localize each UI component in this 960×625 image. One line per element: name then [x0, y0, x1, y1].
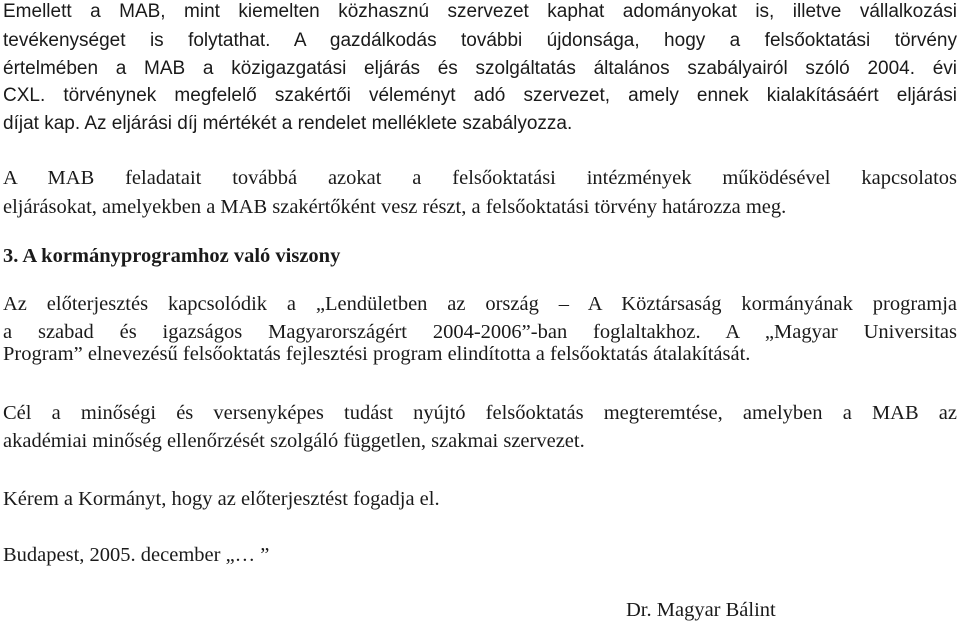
paragraph-2-line-1: A MAB feladatait továbbá azokat a felsőoktatási intézmények működésével kapcsolatos — [3, 167, 957, 189]
paragraph-3-line-2: a szabad és igazságos Magyarországért 2004-2006”-ban foglaltakhoz. A „Magyar Universitas — [3, 321, 957, 343]
paragraph-1-line-4: CXL. törvénynek megfelelő szakértői véleményt adó szervezet, amely ennek kialakításáért eljárási — [3, 85, 957, 106]
paragraph-1-line-5: díjat kap. Az eljárási díj mértékét a rendelet melléklete szabályozza. — [3, 113, 573, 134]
section-heading: 3. A kormányprogramhoz való viszony — [3, 245, 341, 267]
paragraph-1-line-1: Emellett a MAB, mint kiemelten közhasznú szervezet kaphat adományokat is, illetve vállalkozási — [3, 1, 957, 22]
paragraph-1-line-3: értelmében a MAB a közigazgatási eljárás és szolgáltatás általános szabályairól szóló 2004. évi — [3, 58, 957, 79]
closing-request: Kérem a Kormányt, hogy az előterjesztést fogadja el. — [3, 488, 440, 510]
place-and-date: Budapest, 2005. december „… ” — [3, 544, 270, 566]
paragraph-4-line-1: Cél a minőségi és versenyképes tudást nyújtó felsőoktatás megteremtése, amelyben a MAB az — [3, 402, 957, 424]
paragraph-4-line-2: akadémiai minőség ellenőrzését szolgáló független, szakmai szervezet. — [3, 430, 585, 452]
paragraph-1-line-2: tevékenységet is folytathat. A gazdálkodás további újdonsága, hogy a felsőoktatási törvény — [3, 30, 957, 51]
paragraph-2-line-2: eljárásokat, amelyekben a MAB szakértőként vesz részt, a felsőoktatási törvény határozza meg. — [3, 196, 787, 218]
paragraph-3-line-3: Program” elnevezésű felsőoktatás fejlesztési program elindította a felsőoktatás átalakítását. — [3, 343, 751, 365]
paragraph-3-line-1: Az előterjesztés kapcsolódik a „Lendületben az ország – A Köztársaság kormányának programja — [3, 293, 957, 315]
signature-name: Dr. Magyar Bálint — [626, 599, 776, 621]
